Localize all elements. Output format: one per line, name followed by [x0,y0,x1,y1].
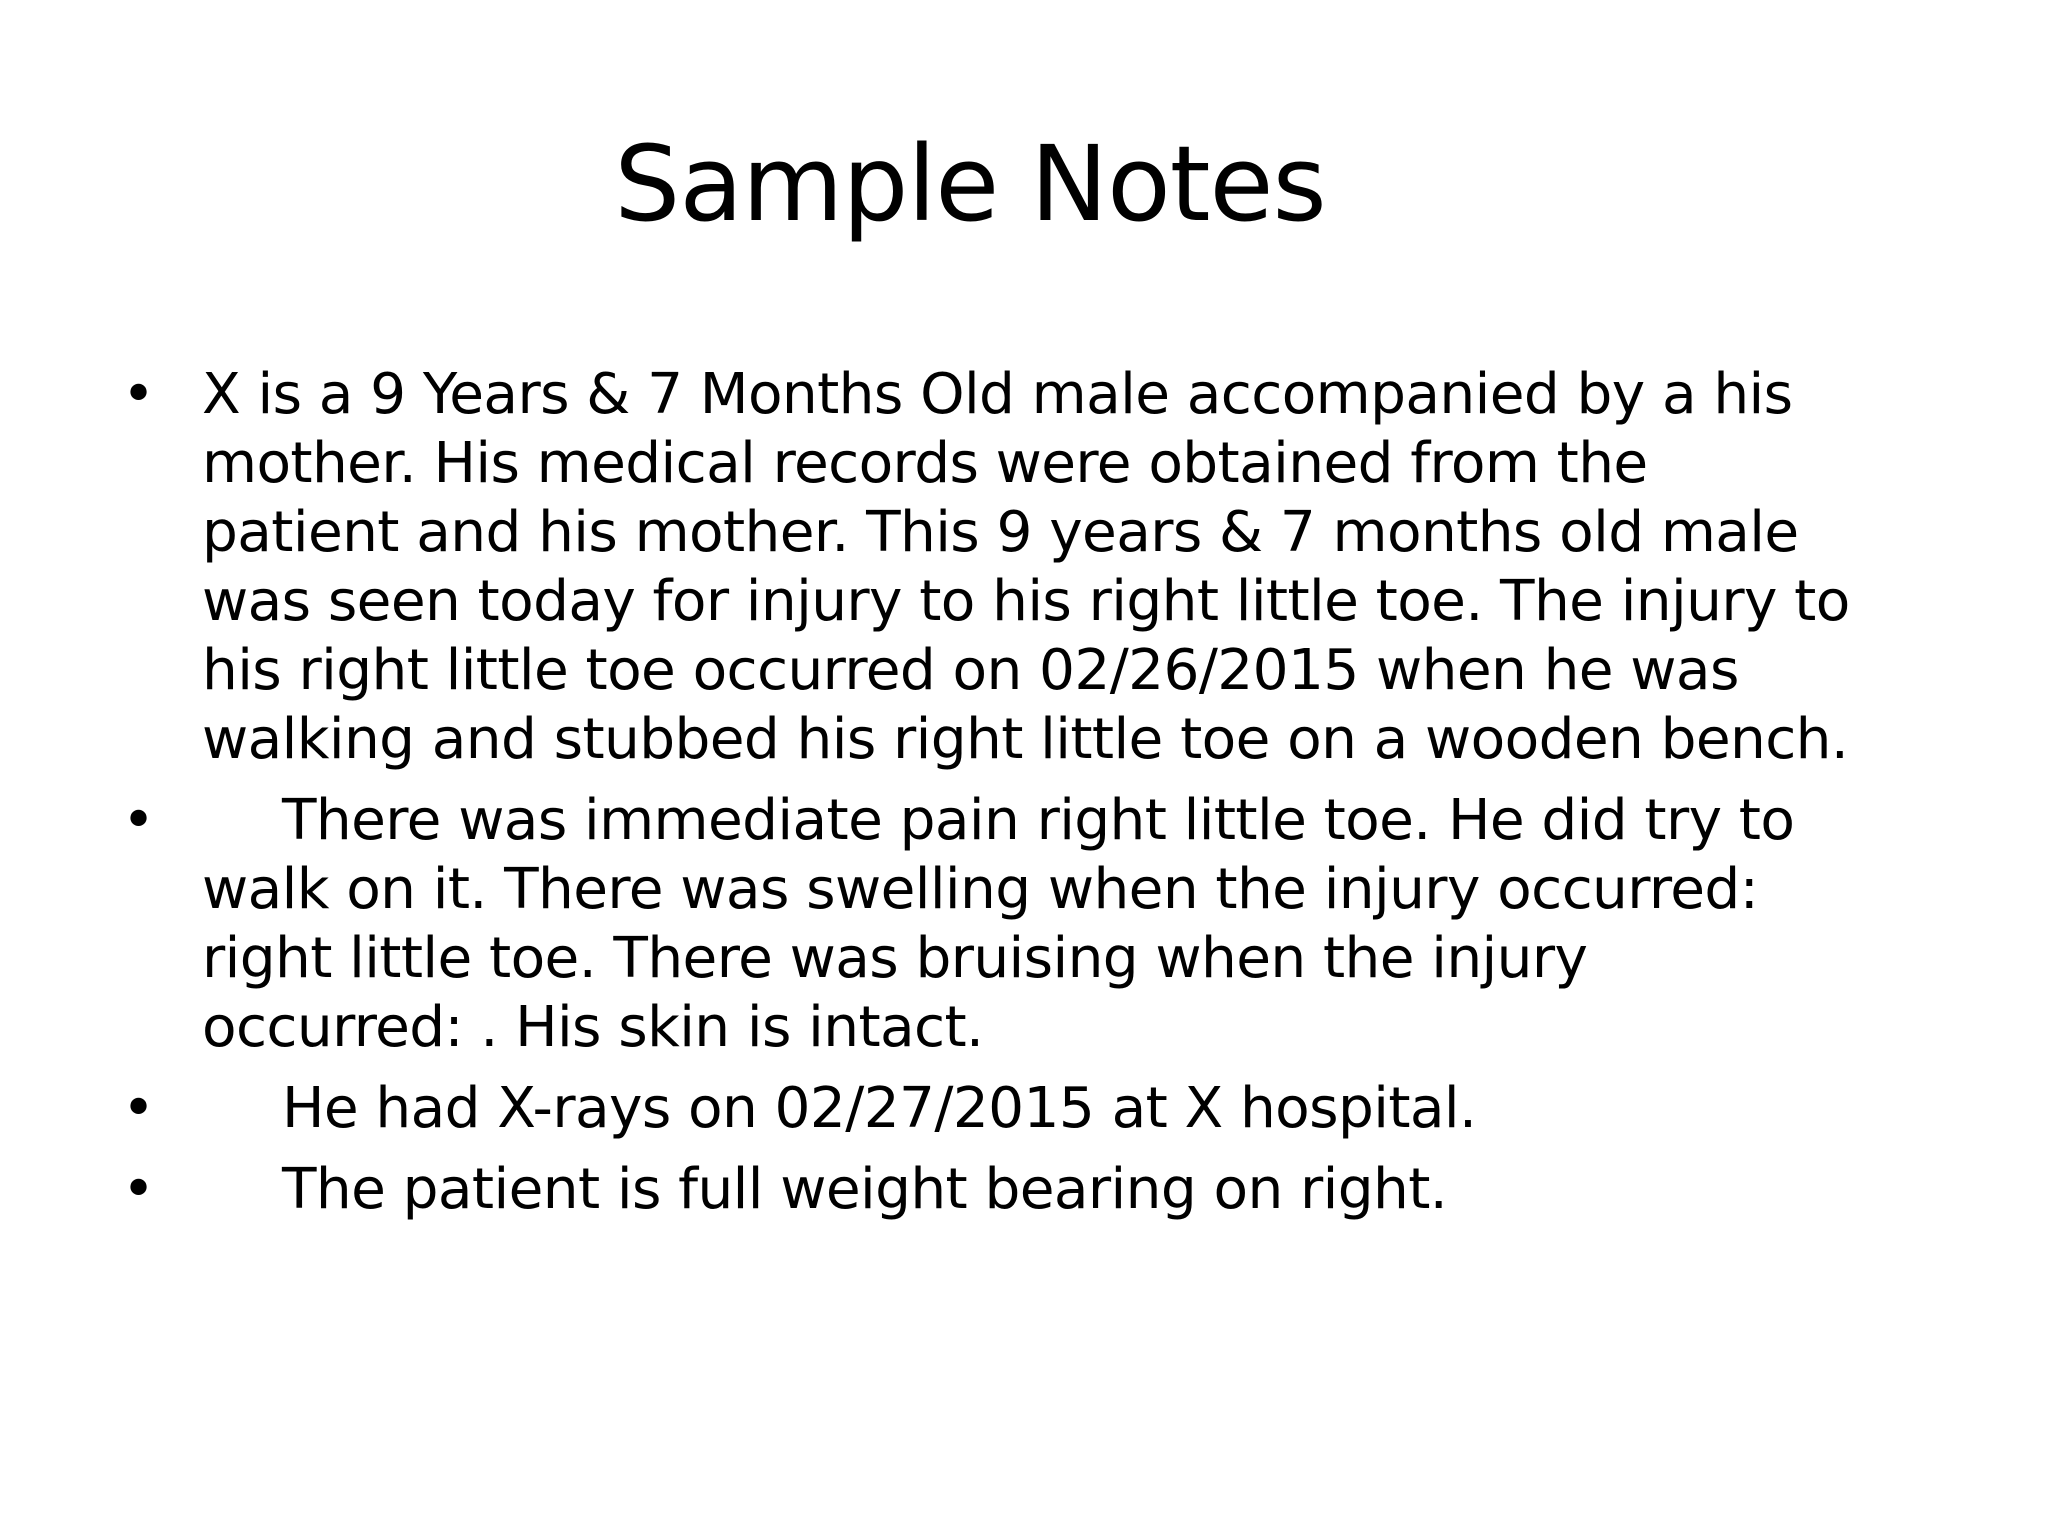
bullet-icon: • [122,362,155,427]
bullet-icon: • [122,1157,155,1222]
bullet-list [0,360,2048,1236]
bullet-text: X is a 9 Years & 7 Months Old male accompanied by a his mother. His medical records were obtained from the patient and his mother. This 9 years & 7 months old male was seen today for injury to his right little toe. The injury to his right little toe occurred on 02/26/2015 when he was walking and stubbed his right little toe on a wooden bench. [202,362,1850,772]
bullet-text: The patient is full weight bearing on right. [282,1157,1448,1222]
bullet-icon: • [122,1076,155,1141]
bullet-item [0,786,2048,1062]
bullet-item [0,360,2048,774]
slide-title: Sample Notes [614,123,1326,245]
bullet-item [0,1155,2048,1224]
bullet-text: He had X-rays on 02/27/2015 at X hospital. [282,1076,1477,1141]
bullet-text: There was immediate pain right little toe. He did try to walk on it. There was swelling when the injury occurred: right little toe. There was bruising when the injury occurred: . His skin is intact. [202,788,1795,1060]
bullet-icon: • [122,788,155,853]
bullet-item [0,1074,2048,1143]
